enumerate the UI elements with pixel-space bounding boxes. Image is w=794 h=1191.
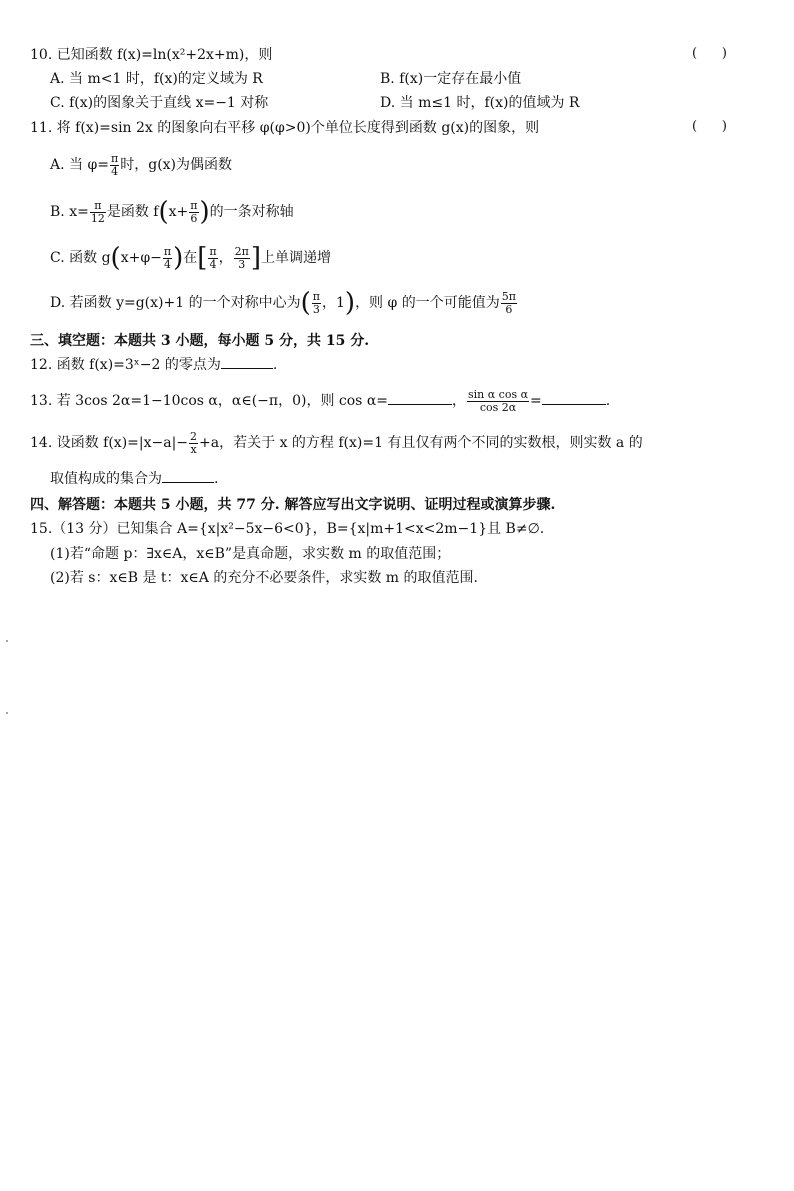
fraction: $\frac{2\pi}{3}$	[234, 244, 249, 271]
fraction: $\frac{2}{x}$	[190, 429, 198, 456]
q14-line2: 取值构成的集合为 .	[50, 471, 219, 487]
fraction: $\frac{\pi}{6}$	[190, 198, 198, 225]
q11-answer-paren: ( )	[692, 119, 727, 134]
q11-option-a: A. 当 φ= $\frac{\pi}{4}$ 时，g(x)为偶函数	[50, 151, 233, 178]
answer-blank	[388, 392, 452, 405]
section-4-heading: 四、解答题：本题共 5 小题，共 77 分. 解答应写出文字说明、证明过程或演算步骤.	[30, 497, 556, 513]
q11-option-c: C. 函数 g(x+φ− $\frac{\pi}{4}$ )在[ $\frac{\pi}{4}$ ， $\frac{2\pi}{3}$ ]上单调递增	[50, 243, 332, 273]
scan-speck	[6, 640, 8, 642]
q10-answer-paren: ( )	[692, 46, 727, 61]
answer-blank	[221, 356, 273, 369]
scan-speck	[6, 712, 8, 714]
q10-stem: 10. 已知函数 f(x)=ln(x²+2x+m)，则	[30, 47, 273, 63]
fraction: $\frac{\pi}{4}$	[163, 244, 172, 271]
q13: 13. 若 3cos 2α=1−10cos α，α∈(−π，0)，则 cos α= ， $\frac{\text{sin α cos α}}{\cos 2\alpha}$ = .	[30, 387, 611, 414]
fraction: $\frac{\pi}{4}$	[111, 151, 119, 178]
q10-option-c: C. f(x)的图象关于直线 x=−1 对称	[50, 95, 269, 111]
q15-stem: 15.（13 分）已知集合 A={x|x²−5x−6<0}，B={x|m+1<x<2m−1}且 B≠∅.	[30, 521, 545, 537]
answer-blank	[542, 392, 606, 405]
q11-option-b: B. x= $\frac{\pi}{12}$ 是函数 f(x+ $\frac{\pi}{6}$ )的一条对称轴	[50, 197, 294, 227]
q11-option-d: D. 若函数 y=g(x)+1 的一个对称中心为( $\frac{\pi}{3}$ ，1)，则 φ 的一个可能值为 $\frac{5\pi}{6}$	[50, 288, 516, 318]
answer-blank	[162, 470, 214, 483]
fraction: $\frac{\pi}{4}$	[209, 244, 217, 271]
fraction: $\frac{\pi}{12}$	[90, 198, 105, 225]
q10-option-d: D. 当 m≤1 时，f(x)的值域为 R	[380, 95, 580, 111]
fraction: $\frac{\text{sin α cos α}}{\cos 2\alpha}$	[468, 387, 529, 414]
q10-option-b: B. f(x)一定存在最小值	[380, 71, 522, 87]
q12: 12. 函数 f(x)=3ˣ−2 的零点为 .	[30, 357, 278, 373]
q15-part1: (1)若“命题 p：∃x∈A，x∈B”是真命题，求实数 m 的取值范围；	[50, 546, 451, 562]
section-3-heading: 三、填空题：本题共 3 小题，每小题 5 分，共 15 分.	[30, 333, 370, 349]
q14-line1: 14. 设函数 f(x)=|x−a|− $\frac{2}{x}$ +a，若关于 x 的方程 f(x)=1 有且仅有两个不同的实数根，则实数 a 的	[30, 429, 643, 456]
fraction: $\frac{\pi}{3}$	[312, 289, 320, 316]
q15-part2: (2)若 s：x∈B 是 t：x∈A 的充分不必要条件，求实数 m 的取值范围.	[50, 570, 478, 586]
fraction: $\frac{5\pi}{6}$	[501, 289, 516, 316]
q10-option-a: A. 当 m<1 时，f(x)的定义域为 R	[50, 71, 263, 87]
q11-stem: 11. 将 f(x)=sin 2x 的图象向右平移 φ(φ>0)个单位长度得到函数 g(x)的图象，则	[30, 120, 540, 136]
